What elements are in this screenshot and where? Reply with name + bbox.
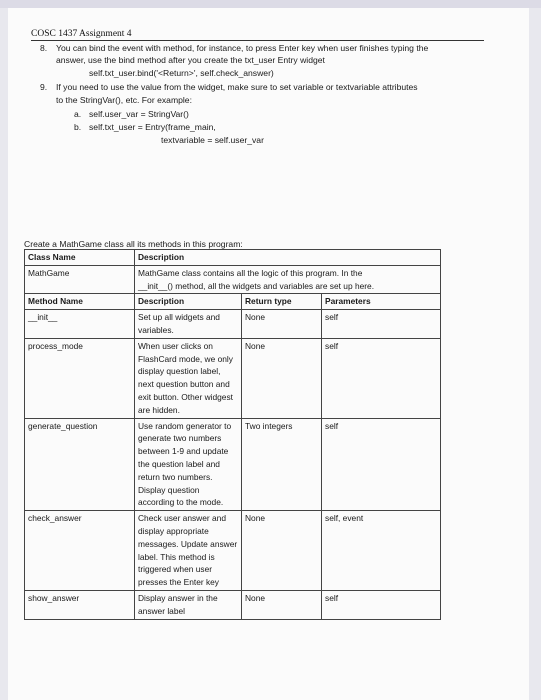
item-8-code: self.txt_user.bind('<Return>', self.check_answer) xyxy=(89,68,274,78)
item-8-line2: answer, use the bind method after you create the txt_user Entry widget xyxy=(56,55,325,65)
item-9a-label: a. xyxy=(74,109,82,119)
item-8-line1: You can bind the event with method, for instance, to press Enter key when user finishes typing the xyxy=(56,43,429,53)
class-description xyxy=(135,265,441,294)
class-table xyxy=(24,249,441,620)
item-9-number: 9. xyxy=(40,82,48,92)
method-description: Set up all widgets and variables. xyxy=(135,310,242,339)
item-9b-label: b. xyxy=(74,122,82,132)
parameters-header: Parameters xyxy=(322,294,441,310)
class-name: MathGame xyxy=(25,265,135,294)
header-rule xyxy=(31,40,484,41)
table-row xyxy=(25,338,441,418)
method-description: When user clicks on FlashCard mode, we only display question label, next question button and exit button. Other widgest are hidden. xyxy=(135,338,242,418)
class-description-line1: MathGame class contains all the logic of this program. In the xyxy=(138,267,363,278)
method-parameters: self xyxy=(322,590,441,619)
method-parameters: self xyxy=(322,338,441,418)
top-bar xyxy=(0,0,541,8)
method-return-type: None xyxy=(242,590,322,619)
table-intro: Create a MathGame class all its methods in this program: xyxy=(24,239,243,249)
method-header-row xyxy=(25,294,441,310)
method-return-type: None xyxy=(242,338,322,418)
item-9b-continuation: textvariable = self.user_var xyxy=(161,135,264,145)
method-return-type: Two integers xyxy=(242,418,322,511)
item-9-line2: to the StringVar(), etc. For example: xyxy=(56,95,192,105)
item-9-line1: If you need to use the value from the widget, make sure to set variable or textvariable attributes xyxy=(56,82,418,92)
table-row xyxy=(25,418,441,511)
method-name: generate_question xyxy=(25,418,135,511)
class-header-row xyxy=(25,250,441,266)
method-description: Display answer in the answer label xyxy=(135,590,242,619)
class-description-line2: __init__() method, all the widgets and variables are set up here. xyxy=(138,280,375,291)
table-row xyxy=(25,310,441,339)
method-name: show_answer xyxy=(25,590,135,619)
method-description: Check user answer and display appropriate messages. Update answer label. This method is triggered when user presses the Enter key xyxy=(135,511,242,591)
method-name: check_answer xyxy=(25,511,135,591)
class-row xyxy=(25,265,441,294)
method-parameters: self xyxy=(322,418,441,511)
item-9b-text: self.txt_user = Entry(frame_main, xyxy=(89,122,216,132)
document-header: COSC 1437 Assignment 4 xyxy=(31,29,132,39)
method-parameters: self, event xyxy=(322,511,441,591)
table-row xyxy=(25,511,441,591)
method-return-type: None xyxy=(242,310,322,339)
method-name: __init__ xyxy=(25,310,135,339)
class-name-header: Class Name xyxy=(25,250,135,266)
table-row xyxy=(25,590,441,619)
method-return-type: None xyxy=(242,511,322,591)
method-description: Use random generator to generate two numbers between 1-9 and update the question label and return two numbers. Display question according to the mode. xyxy=(135,418,242,511)
return-type-header: Return type xyxy=(242,294,322,310)
item-8-number: 8. xyxy=(40,43,48,53)
description-header: Description xyxy=(135,250,441,266)
item-9a-text: self.user_var = StringVar() xyxy=(89,109,189,119)
method-name-header: Method Name xyxy=(25,294,135,310)
method-description-header: Description xyxy=(135,294,242,310)
method-name: process_mode xyxy=(25,338,135,418)
method-parameters: self xyxy=(322,310,441,339)
